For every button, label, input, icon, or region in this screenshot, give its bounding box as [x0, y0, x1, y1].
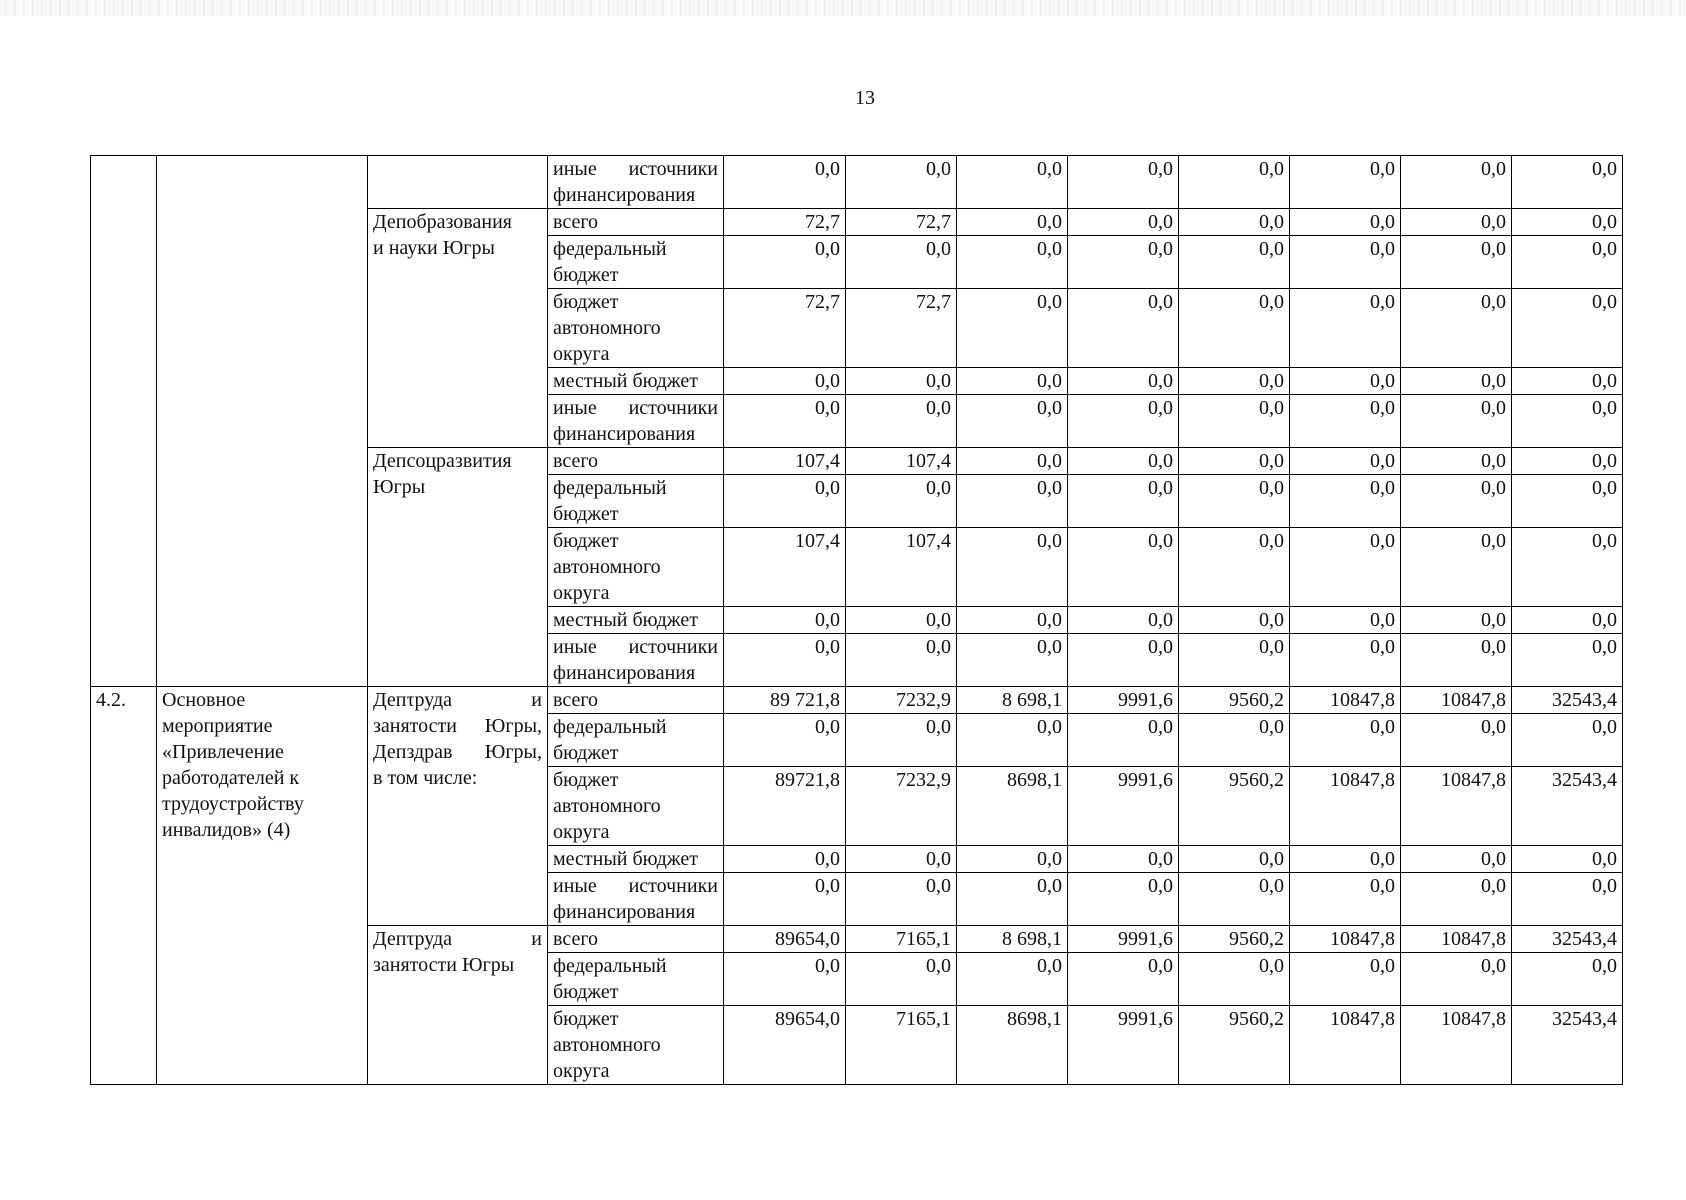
amount-cell: 0,0 — [957, 289, 1068, 368]
row-number-cell — [91, 687, 157, 1085]
amount-cell: 0,0 — [1068, 714, 1179, 767]
amount-cell: 0,0 — [1290, 236, 1401, 289]
funding-source-cell — [548, 926, 724, 953]
amount-cell: 32543,4 — [1512, 687, 1623, 714]
funding-table — [90, 155, 1623, 1085]
amount-cell: 107,4 — [724, 528, 846, 607]
amount-cell: 72,7 — [846, 209, 957, 236]
funding-table-body — [91, 156, 1623, 1085]
amount-cell: 72,7 — [724, 209, 846, 236]
amount-cell: 0,0 — [1179, 448, 1290, 475]
amount-cell: 0,0 — [724, 607, 846, 634]
funding-source-line: федеральный — [553, 238, 667, 260]
funding-source-cell — [548, 607, 724, 634]
amount-cell: 9560,2 — [1179, 767, 1290, 846]
funding-source-line: автономного — [553, 795, 661, 817]
amount-cell: 0,0 — [1290, 873, 1401, 926]
amount-cell: 0,0 — [846, 156, 957, 209]
amount-cell: 10847,8 — [1401, 926, 1512, 953]
amount-cell: 0,0 — [1512, 634, 1623, 687]
amount-cell: 0,0 — [1401, 714, 1512, 767]
amount-cell: 10847,8 — [1401, 1006, 1512, 1085]
amount-cell: 0,0 — [957, 448, 1068, 475]
amount-cell: 0,0 — [957, 607, 1068, 634]
amount-cell: 0,0 — [846, 395, 957, 448]
amount-cell: 0,0 — [846, 634, 957, 687]
funding-source-line: бюджет — [553, 1008, 619, 1030]
executor-line: Депτруда и — [373, 928, 542, 950]
funding-source-line: округа — [553, 1060, 610, 1082]
amount-cell: 9991,6 — [1068, 687, 1179, 714]
executor-line: в том числе: — [373, 767, 478, 789]
amount-cell: 0,0 — [957, 528, 1068, 607]
amount-cell: 0,0 — [724, 236, 846, 289]
amount-cell: 0,0 — [957, 846, 1068, 873]
amount-cell: 0,0 — [1401, 209, 1512, 236]
funding-source-line: иные источники — [553, 397, 718, 419]
amount-cell: 0,0 — [1401, 448, 1512, 475]
amount-cell: 0,0 — [1290, 528, 1401, 607]
amount-cell: 0,0 — [846, 873, 957, 926]
amount-cell: 0,0 — [724, 953, 846, 1006]
funding-source-line: бюджет — [553, 291, 619, 313]
amount-cell: 0,0 — [957, 953, 1068, 1006]
amount-cell: 10847,8 — [1290, 687, 1401, 714]
funding-source-line: автономного — [553, 1034, 661, 1056]
amount-cell: 0,0 — [1290, 156, 1401, 209]
amount-cell: 0,0 — [1179, 528, 1290, 607]
amount-cell: 10847,8 — [1290, 767, 1401, 846]
amount-cell: 0,0 — [957, 236, 1068, 289]
executor-line: Депτруда и — [373, 689, 542, 711]
funding-source-line: округа — [553, 821, 610, 843]
amount-cell: 7165,1 — [846, 1006, 957, 1085]
funding-source-cell — [548, 528, 724, 607]
amount-cell: 0,0 — [1179, 873, 1290, 926]
amount-cell: 0,0 — [1512, 289, 1623, 368]
funding-source-cell — [548, 1006, 724, 1085]
measure-line: «Привлечение — [162, 741, 284, 763]
amount-cell: 0,0 — [1401, 289, 1512, 368]
executor-line: занятости Югры, — [373, 715, 542, 737]
funding-source-line: всего — [553, 928, 599, 950]
amount-cell: 0,0 — [1401, 873, 1512, 926]
measure-line: трудоустройству — [162, 793, 304, 815]
amount-cell: 0,0 — [1290, 209, 1401, 236]
amount-cell: 107,4 — [846, 528, 957, 607]
executor-cell — [368, 926, 548, 1085]
funding-source-line: федеральный — [553, 955, 667, 977]
amount-cell: 0,0 — [1179, 714, 1290, 767]
funding-source-line: иные источники — [553, 875, 718, 897]
funding-source-cell — [548, 395, 724, 448]
amount-cell: 0,0 — [846, 953, 957, 1006]
funding-source-line: округа — [553, 343, 610, 365]
amount-cell: 0,0 — [724, 395, 846, 448]
amount-cell: 10847,8 — [1290, 1006, 1401, 1085]
amount-cell: 9991,6 — [1068, 926, 1179, 953]
funding-source-cell — [548, 687, 724, 714]
amount-cell: 0,0 — [1290, 607, 1401, 634]
amount-cell: 7232,9 — [846, 687, 957, 714]
amount-cell: 0,0 — [1401, 846, 1512, 873]
amount-cell: 0,0 — [1068, 873, 1179, 926]
funding-source-cell — [548, 475, 724, 528]
amount-cell: 0,0 — [1512, 448, 1623, 475]
amount-cell: 0,0 — [846, 607, 957, 634]
amount-cell: 0,0 — [724, 714, 846, 767]
amount-cell: 0,0 — [1290, 289, 1401, 368]
amount-cell: 0,0 — [1068, 448, 1179, 475]
amount-cell: 0,0 — [1068, 395, 1179, 448]
amount-cell: 9560,2 — [1179, 1006, 1290, 1085]
amount-cell: 32543,4 — [1512, 1006, 1623, 1085]
amount-cell: 89654,0 — [724, 1006, 846, 1085]
amount-cell: 0,0 — [1401, 236, 1512, 289]
amount-cell: 8 698,1 — [957, 926, 1068, 953]
row-number: 4.2. — [96, 689, 126, 711]
amount-cell: 10847,8 — [1290, 926, 1401, 953]
executor-cell — [368, 687, 548, 926]
funding-source-line: бюджет — [553, 769, 619, 791]
amount-cell: 32543,4 — [1512, 767, 1623, 846]
funding-source-line: всего — [553, 450, 599, 472]
amount-cell: 0,0 — [1290, 953, 1401, 1006]
funding-source-line: финансирования — [553, 184, 696, 206]
funding-source-line: местный бюджет — [553, 609, 698, 631]
amount-cell: 32543,4 — [1512, 926, 1623, 953]
amount-cell: 0,0 — [1068, 236, 1179, 289]
amount-cell: 89654,0 — [724, 926, 846, 953]
amount-cell: 0,0 — [1401, 368, 1512, 395]
amount-cell: 0,0 — [1179, 395, 1290, 448]
amount-cell: 0,0 — [957, 873, 1068, 926]
amount-cell: 0,0 — [957, 395, 1068, 448]
amount-cell: 0,0 — [1068, 289, 1179, 368]
amount-cell: 0,0 — [1401, 953, 1512, 1006]
amount-cell: 0,0 — [1512, 395, 1623, 448]
measure-line: инвалидов» (4) — [162, 819, 291, 841]
amount-cell: 7232,9 — [846, 767, 957, 846]
amount-cell: 0,0 — [1179, 634, 1290, 687]
funding-source-line: всего — [553, 211, 599, 233]
amount-cell: 0,0 — [1068, 475, 1179, 528]
funding-source-cell — [548, 714, 724, 767]
funding-source-line: федеральный — [553, 716, 667, 738]
measure-cell — [157, 156, 368, 687]
amount-cell: 0,0 — [724, 873, 846, 926]
funding-source-line: финансирования — [553, 662, 696, 684]
funding-source-cell — [548, 289, 724, 368]
executor-line: Депсоцразвития — [373, 450, 512, 472]
amount-cell: 0,0 — [846, 475, 957, 528]
amount-cell: 0,0 — [724, 846, 846, 873]
funding-source-cell — [548, 368, 724, 395]
amount-cell: 0,0 — [1512, 209, 1623, 236]
amount-cell: 107,4 — [846, 448, 957, 475]
amount-cell: 0,0 — [1179, 209, 1290, 236]
page-number: 13 — [855, 87, 875, 109]
funding-source-cell — [548, 448, 724, 475]
amount-cell: 0,0 — [1179, 156, 1290, 209]
amount-cell: 0,0 — [1512, 475, 1623, 528]
funding-source-line: бюджет — [553, 981, 619, 1003]
executor-line: занятости Югры — [373, 954, 515, 976]
amount-cell: 10847,8 — [1401, 687, 1512, 714]
amount-cell: 0,0 — [846, 236, 957, 289]
amount-cell: 0,0 — [1512, 714, 1623, 767]
funding-source-cell — [548, 156, 724, 209]
amount-cell: 0,0 — [1512, 236, 1623, 289]
executor-cell — [368, 209, 548, 448]
amount-cell: 0,0 — [1068, 634, 1179, 687]
amount-cell: 0,0 — [957, 634, 1068, 687]
amount-cell: 0,0 — [957, 368, 1068, 395]
amount-cell: 89 721,8 — [724, 687, 846, 714]
amount-cell: 0,0 — [724, 634, 846, 687]
amount-cell: 0,0 — [957, 475, 1068, 528]
amount-cell: 0,0 — [1290, 368, 1401, 395]
amount-cell: 9991,6 — [1068, 767, 1179, 846]
funding-source-line: бюджет — [553, 530, 619, 552]
amount-cell: 0,0 — [1290, 475, 1401, 528]
amount-cell: 0,0 — [1512, 368, 1623, 395]
amount-cell: 0,0 — [1512, 953, 1623, 1006]
funding-source-line: финансирования — [553, 423, 696, 445]
funding-source-cell — [548, 634, 724, 687]
funding-source-cell — [548, 236, 724, 289]
amount-cell: 0,0 — [1401, 634, 1512, 687]
funding-source-cell — [548, 873, 724, 926]
table-row — [91, 687, 1623, 714]
amount-cell: 0,0 — [1401, 395, 1512, 448]
amount-cell: 0,0 — [1290, 448, 1401, 475]
amount-cell: 0,0 — [1512, 528, 1623, 607]
amount-cell: 0,0 — [1512, 607, 1623, 634]
funding-source-line: иные источники — [553, 636, 718, 658]
funding-source-line: иные источники — [553, 158, 718, 180]
amount-cell: 9560,2 — [1179, 926, 1290, 953]
amount-cell: 72,7 — [846, 289, 957, 368]
amount-cell: 0,0 — [1068, 953, 1179, 1006]
amount-cell: 8698,1 — [957, 767, 1068, 846]
funding-source-cell — [548, 767, 724, 846]
executor-line: Депобразования — [373, 211, 512, 233]
funding-source-line: автономного — [553, 556, 661, 578]
row-number-cell — [91, 156, 157, 687]
amount-cell: 0,0 — [1179, 607, 1290, 634]
funding-source-cell — [548, 953, 724, 1006]
amount-cell: 0,0 — [1512, 846, 1623, 873]
amount-cell: 0,0 — [1401, 156, 1512, 209]
funding-source-cell — [548, 209, 724, 236]
funding-source-line: бюджет — [553, 503, 619, 525]
amount-cell: 0,0 — [1179, 368, 1290, 395]
amount-cell: 0,0 — [1068, 368, 1179, 395]
amount-cell: 7165,1 — [846, 926, 957, 953]
funding-source-line: бюджет — [553, 742, 619, 764]
amount-cell: 9991,6 — [1068, 1006, 1179, 1085]
amount-cell: 107,4 — [724, 448, 846, 475]
amount-cell: 0,0 — [724, 368, 846, 395]
executor-cell — [368, 156, 548, 209]
measure-line: работодателей к — [162, 767, 300, 789]
amount-cell: 0,0 — [1068, 846, 1179, 873]
funding-source-line: автономного — [553, 317, 661, 339]
amount-cell: 0,0 — [1512, 156, 1623, 209]
amount-cell: 0,0 — [1512, 873, 1623, 926]
executor-line: Югры — [373, 476, 426, 498]
funding-source-line: местный бюджет — [553, 848, 698, 870]
amount-cell: 0,0 — [1179, 289, 1290, 368]
amount-cell: 0,0 — [1068, 209, 1179, 236]
amount-cell: 0,0 — [1290, 714, 1401, 767]
funding-source-cell — [548, 846, 724, 873]
amount-cell: 0,0 — [957, 209, 1068, 236]
measure-line: мероприятие — [162, 715, 273, 737]
amount-cell: 0,0 — [957, 156, 1068, 209]
amount-cell: 0,0 — [846, 714, 957, 767]
table-row — [91, 156, 1623, 209]
amount-cell: 0,0 — [1179, 475, 1290, 528]
amount-cell: 10847,8 — [1401, 767, 1512, 846]
amount-cell: 0,0 — [957, 714, 1068, 767]
amount-cell: 0,0 — [1290, 634, 1401, 687]
amount-cell: 0,0 — [1068, 607, 1179, 634]
funding-source-line: всего — [553, 689, 599, 711]
amount-cell: 0,0 — [724, 475, 846, 528]
amount-cell: 0,0 — [1401, 528, 1512, 607]
amount-cell: 9560,2 — [1179, 687, 1290, 714]
funding-source-line: местный бюджет — [553, 370, 698, 392]
amount-cell: 0,0 — [1290, 395, 1401, 448]
amount-cell: 0,0 — [1290, 846, 1401, 873]
measure-cell — [157, 687, 368, 1085]
executor-cell — [368, 448, 548, 687]
amount-cell: 0,0 — [724, 156, 846, 209]
scan-edge-artifact — [0, 0, 1686, 16]
amount-cell: 0,0 — [1179, 953, 1290, 1006]
amount-cell: 0,0 — [846, 846, 957, 873]
amount-cell: 0,0 — [1179, 236, 1290, 289]
amount-cell: 0,0 — [1068, 528, 1179, 607]
amount-cell: 0,0 — [1401, 475, 1512, 528]
executor-line: Депздрав Югры, — [373, 741, 542, 763]
amount-cell: 72,7 — [724, 289, 846, 368]
funding-source-line: округа — [553, 582, 610, 604]
measure-line: Основное — [162, 689, 246, 711]
amount-cell: 0,0 — [1179, 846, 1290, 873]
funding-source-line: финансирования — [553, 901, 696, 923]
funding-source-line: федеральный — [553, 477, 667, 499]
amount-cell: 0,0 — [1068, 156, 1179, 209]
amount-cell: 89721,8 — [724, 767, 846, 846]
amount-cell: 0,0 — [846, 368, 957, 395]
amount-cell: 0,0 — [1401, 607, 1512, 634]
amount-cell: 8698,1 — [957, 1006, 1068, 1085]
amount-cell: 8 698,1 — [957, 687, 1068, 714]
funding-source-line: бюджет — [553, 264, 619, 286]
executor-line: и науки Югры — [373, 237, 495, 259]
